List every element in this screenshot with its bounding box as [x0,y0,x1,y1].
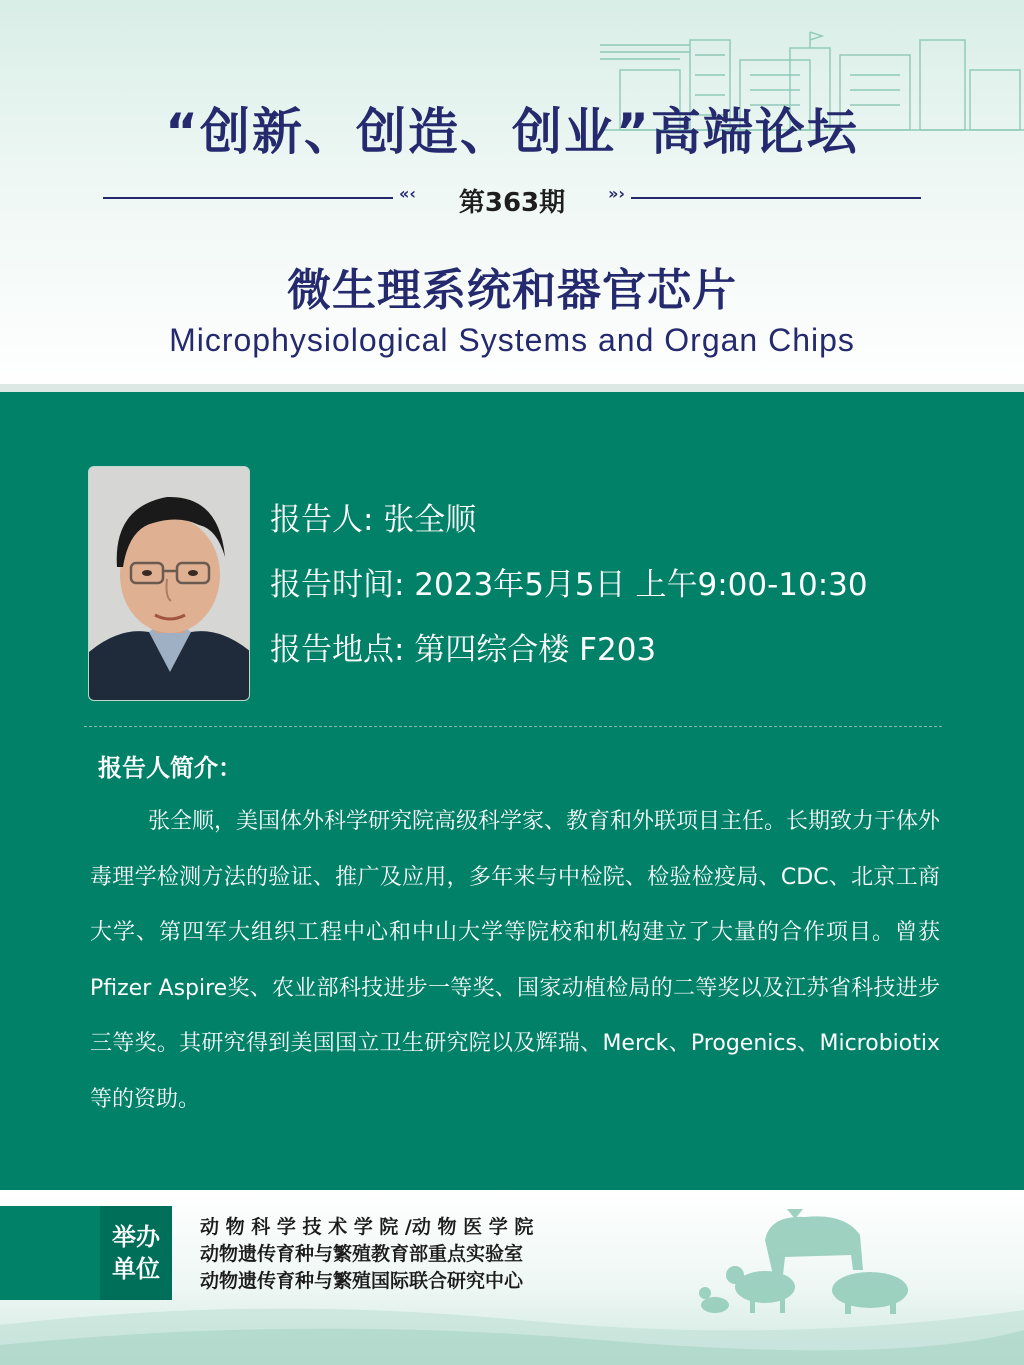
speaker-photo [88,466,250,701]
host-bar [0,1206,100,1300]
host-label [100,1206,172,1300]
organizer-item: 动物遗传育种与繁殖教育部重点实验室 [200,1243,524,1265]
organizer-item: 动 物 科 学 技 术 学 院 /动 物 医 学 院 [200,1216,534,1238]
farm-animals-icon [695,1195,935,1320]
header-section [0,0,1024,392]
host-label-line1: 举办 [112,1223,160,1251]
double-chevron-left-icon: «‹ [399,184,416,203]
footer-section [0,1190,1024,1365]
dashed-divider [84,726,942,727]
bio-text: 张全顺，美国体外科学研究院高级科学家、教育和外联项目主任。长期致力于体外毒理学检测方法的验证、推广及应用，多年来与中检院、检验检疫局、CDC、北京工商大学、第四军大组织工程中心和中山大学等院校和机构建立了大量的合作项目。曾获Pfizer Aspire奖、农业部科技进步一等奖、国家动植检局的二等奖以及江苏省科技进步三等奖。其研究得到美国国立卫生研究院以及辉瑞、Merck、Progenics、Microbiotix等的资助。 [90,809,941,1112]
host-label-line2: 单位 [112,1255,160,1283]
issue-row [103,180,921,216]
talk-panel [0,392,1024,1190]
talk-time: 报告时间: 2023年5月5日 上午9:00-10:30 [270,567,868,603]
forum-title: “创新、创造、创业”高端论坛 [165,103,859,161]
bio-heading: 报告人简介： [98,754,242,782]
header-bottom-band [0,384,1024,392]
organizer-item: 动物遗传育种与繁殖国际联合研究中心 [200,1270,524,1292]
talk-info [270,492,868,687]
topic-title-english: Microphysiological Systems and Organ Chips [169,322,855,358]
issue-divider-right [631,197,921,199]
issue-number: 第363期 [458,188,566,218]
organizer-list [200,1214,533,1295]
talk-location: 报告地点: 第四综合楼 F203 [270,632,657,668]
topic-title-chinese: 微生理系统和器官芯片 [287,265,737,316]
double-chevron-right-icon: »› [608,184,625,203]
speaker-name: 报告人: 张全顺 [270,502,477,538]
speaker-portrait-icon [89,467,250,701]
